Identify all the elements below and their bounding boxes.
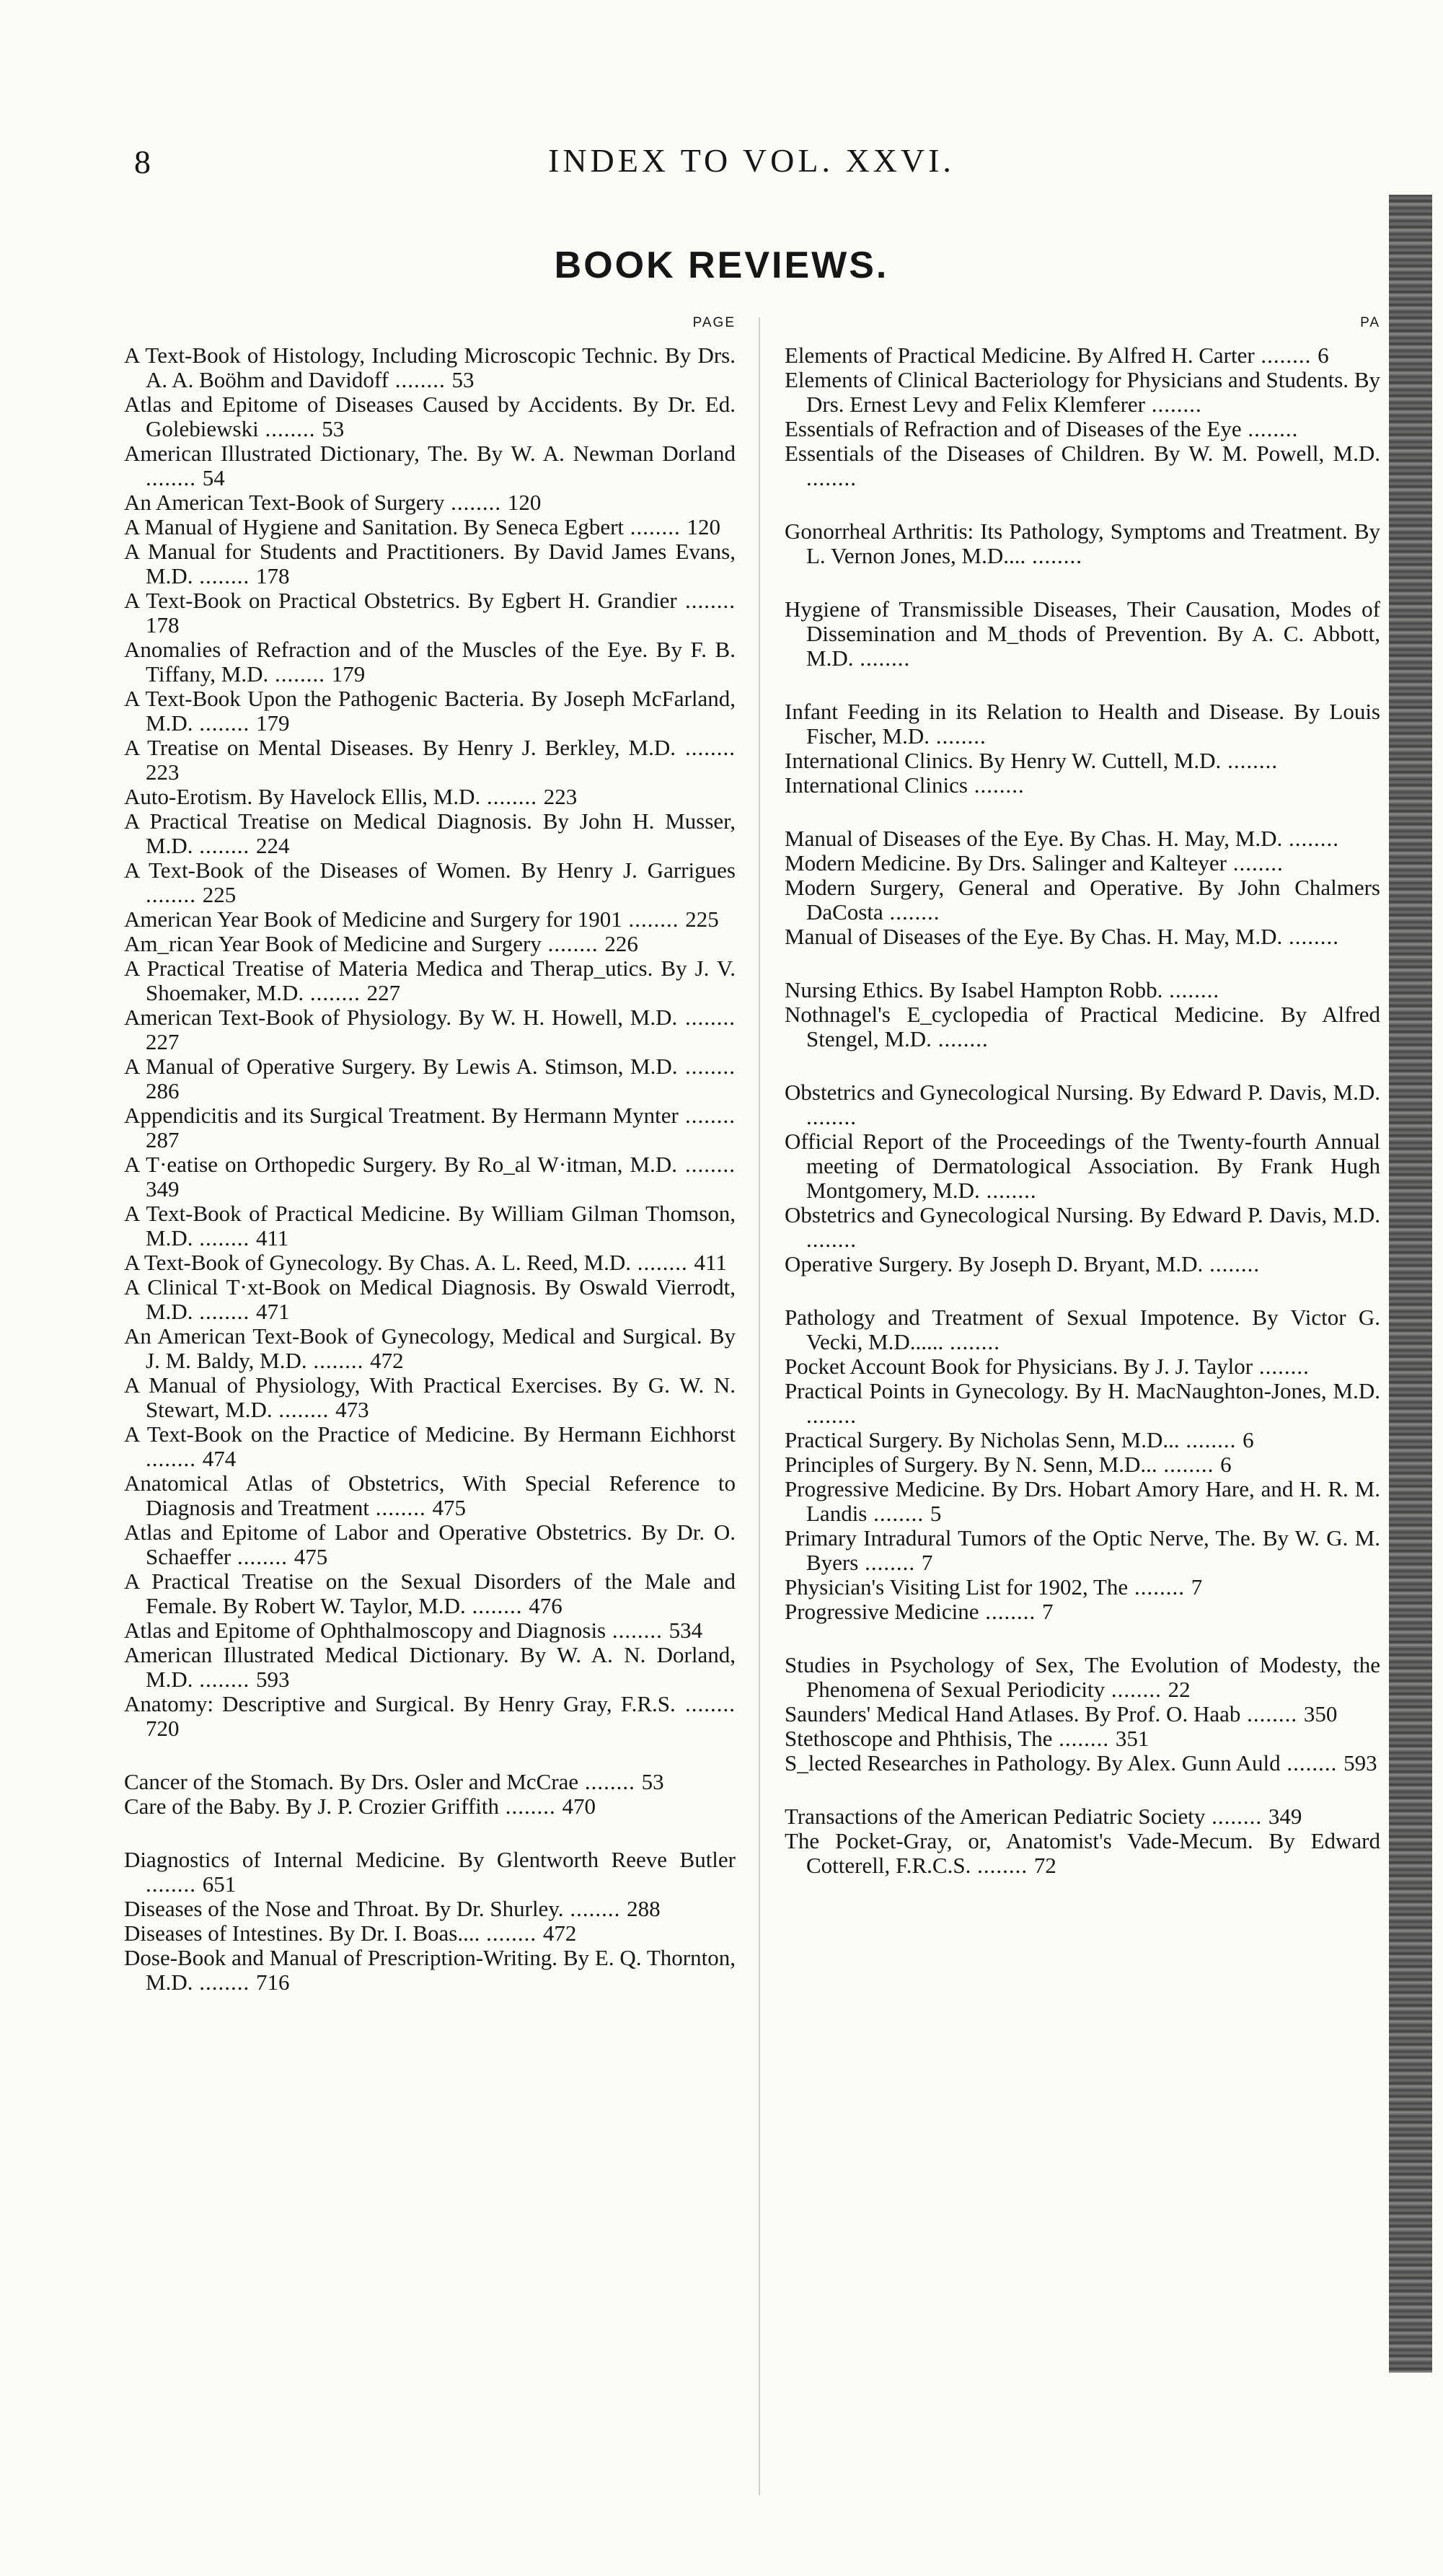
review-title: Operative Surgery. By Joseph D. Bryant, M.D. xyxy=(785,1251,1204,1276)
page-reference: 53 xyxy=(641,1769,664,1794)
review-entry xyxy=(124,1848,736,1897)
review-title: A Text-Book of Gynecology. By Chas. A. L. Reed, M.D. xyxy=(124,1250,632,1275)
letter-group-spacer xyxy=(785,490,1380,519)
review-entry xyxy=(124,1618,736,1643)
leader-dots: ........ xyxy=(193,1667,256,1692)
review-entry xyxy=(124,956,736,1005)
review-entry xyxy=(785,978,1380,1002)
review-title: Saunders' Medical Hand Atlases. By Prof. O. Haab xyxy=(785,1701,1241,1726)
review-title: Infant Feeding in its Relation to Health and Disease. By Louis Fischer, M.D. xyxy=(785,699,1380,749)
page-reference: 411 xyxy=(694,1250,727,1275)
review-entry xyxy=(785,597,1380,671)
review-entry xyxy=(785,826,1380,851)
review-entry xyxy=(785,1129,1380,1203)
review-entry xyxy=(124,1005,736,1054)
leader-dots: ........ xyxy=(388,367,452,392)
page-reference: 226 xyxy=(604,931,638,956)
review-title: Stethoscope and Phthisis, The xyxy=(785,1726,1053,1751)
leader-dots: ........ xyxy=(867,1501,930,1526)
review-title: Anomalies of Refraction and of the Muscles of the Eye. By F. B. Tiffany, M.D. xyxy=(124,637,736,687)
leader-dots: ........ xyxy=(624,514,687,539)
review-entry xyxy=(124,1422,736,1471)
page-reference: 225 xyxy=(202,882,237,907)
review-title: An American Text-Book of Surgery xyxy=(124,490,445,515)
page-reference: 72 xyxy=(1033,1853,1056,1878)
review-title: Dose-Book and Manual of Prescription-Writing. By E. Q. Thornton, M.D. xyxy=(124,1945,736,1995)
right-column xyxy=(785,309,1380,1878)
page-reference: 287 xyxy=(146,1127,180,1152)
leader-dots: ........ xyxy=(1025,543,1082,568)
review-entry xyxy=(124,1946,736,1995)
page-number: 8 xyxy=(134,144,151,180)
review-entry xyxy=(785,441,1380,490)
leader-dots: ........ xyxy=(853,645,911,671)
leader-dots: ........ xyxy=(675,735,736,760)
review-title: Essentials of Refraction and of Diseases of the Eye xyxy=(785,416,1242,441)
review-entry xyxy=(785,1452,1380,1477)
review-title: A Manual for Students and Practitioners. By David James Evans, M.D. xyxy=(124,539,736,588)
review-list-left xyxy=(124,343,736,1995)
letter-group-spacer xyxy=(785,568,1380,597)
leader-dots: ........ xyxy=(146,1871,203,1897)
leader-dots: ........ xyxy=(480,1920,543,1946)
leader-dots: ........ xyxy=(444,490,508,515)
review-entry xyxy=(785,1575,1380,1600)
review-title: Official Report of the Proceedings of the Twenty-fourth Annual meeting of Dermatological Association. By Frank Hugh Montgomery, M.D. xyxy=(785,1129,1380,1203)
leader-dots: ........ xyxy=(563,1896,627,1921)
leader-dots: ........ xyxy=(1052,1726,1116,1751)
page-reference: 22 xyxy=(1168,1677,1191,1702)
review-title: A Text-Book on the Practice of Medicine. By Hermann Eichhorst xyxy=(124,1421,736,1447)
review-title: A Practical Treatise on the Sexual Disorders of the Male and Female. By Robert W. Taylor, M.D. xyxy=(124,1569,736,1618)
review-title: American Illustrated Medical Dictionary. By W. A. N. Dorland, M.D. xyxy=(124,1642,736,1692)
review-entry xyxy=(124,1520,736,1569)
review-entry xyxy=(124,515,736,539)
left-column xyxy=(124,309,736,1995)
review-title: A Practical Treatise on Medical Diagnosis. By John H. Musser, M.D. xyxy=(124,808,736,858)
page-reference: 7 xyxy=(1191,1574,1203,1600)
review-title: Modern Surgery, General and Operative. By John Chalmers DaCosta xyxy=(785,875,1380,925)
review-title: American Text-Book of Physiology. By W. H. Howell, M.D. xyxy=(124,1005,678,1030)
leader-dots: ........ xyxy=(1253,1354,1310,1379)
review-entry xyxy=(785,1702,1380,1726)
review-title: Atlas and Epitome of Ophthalmoscopy and Diagnosis xyxy=(124,1618,606,1643)
review-title: Studies in Psychology of Sex, The Evolution of Modesty, the Phenomena of Sexual Periodicity xyxy=(785,1652,1380,1702)
leader-dots: ........ xyxy=(193,1225,256,1250)
page-reference: 178 xyxy=(255,563,290,588)
leader-dots: ........ xyxy=(480,784,544,809)
review-title: Diseases of the Nose and Throat. By Dr. Shurley. xyxy=(124,1896,564,1921)
review-title: A Text-Book Upon the Pathogenic Bacteria. By Joseph McFarland, M.D. xyxy=(124,686,736,736)
review-entry xyxy=(124,539,736,588)
leader-dots: ........ xyxy=(622,907,686,932)
review-title: A Text-Book on Practical Obstetrics. By Egbert H. Grandier xyxy=(124,588,677,613)
page-reference: 6 xyxy=(1318,343,1329,368)
review-entry xyxy=(124,907,736,932)
page-reference: 6 xyxy=(1220,1452,1232,1477)
review-title: Hygiene of Transmissible Diseases, Their Causation, Modes of Dissemination and M_thods of Prevention. By A. C. Abbott, M.D. xyxy=(785,596,1380,671)
leader-dots: ........ xyxy=(631,1250,694,1275)
review-title: Appendicitis and its Surgical Treatment. By Hermann Mynter xyxy=(124,1103,679,1128)
page-reference: 476 xyxy=(529,1593,562,1618)
page-reference: 54 xyxy=(202,465,225,490)
review-entry xyxy=(124,392,736,441)
review-entry xyxy=(785,1002,1380,1051)
page-reference: 120 xyxy=(507,490,542,515)
review-entry xyxy=(785,925,1380,949)
review-entry xyxy=(124,1250,736,1275)
review-entry xyxy=(785,1379,1380,1428)
review-entry xyxy=(785,1428,1380,1452)
review-entry xyxy=(124,343,736,392)
leader-dots: ........ xyxy=(193,833,256,858)
leader-dots: ........ xyxy=(1157,1452,1221,1477)
review-title: A Manual of Operative Surgery. By Lewis A. Stimson, M.D. xyxy=(124,1054,678,1079)
review-entry xyxy=(785,1726,1380,1751)
page-column-header: PAGE xyxy=(692,315,736,330)
binding-edge-shadow xyxy=(1389,195,1432,2373)
page-reference: 225 xyxy=(685,907,719,932)
review-entry xyxy=(124,1921,736,1946)
page-reference: 7 xyxy=(921,1550,933,1575)
page-reference: 474 xyxy=(202,1446,237,1471)
review-entry xyxy=(785,417,1380,441)
leader-dots: ........ xyxy=(971,1853,1034,1878)
leader-dots: ........ xyxy=(806,465,857,490)
review-title: Primary Intradural Tumors of the Optic Nerve, The. By W. G. M. Byers xyxy=(785,1525,1380,1575)
page-reference: 720 xyxy=(146,1716,180,1741)
review-entry xyxy=(124,441,736,490)
leader-dots: ........ xyxy=(1203,1251,1261,1276)
page-reference: 472 xyxy=(370,1348,404,1373)
leader-dots: ........ xyxy=(676,1152,736,1177)
review-title: Modern Medicine. By Drs. Salinger and Kalteyer xyxy=(785,850,1227,875)
page-reference: 593 xyxy=(1343,1750,1377,1776)
leader-dots: ........ xyxy=(1282,924,1339,949)
page-reference: 470 xyxy=(562,1794,596,1819)
page-reference: 411 xyxy=(255,1225,289,1250)
review-title: A Text-Book of Histology, Including Microscopic Technic. By Drs. A. A. Boöhm and Davidoff xyxy=(124,343,736,392)
review-entry xyxy=(124,490,736,515)
review-entry xyxy=(785,773,1380,798)
review-title: Pocket Account Book for Physicians. By J. J. Taylor xyxy=(785,1354,1253,1379)
review-title: American Year Book of Medicine and Surgery for 1901 xyxy=(124,907,622,932)
page-column-header-right: PA xyxy=(1360,315,1380,330)
page-reference: 349 xyxy=(146,1176,180,1201)
review-title: A Practical Treatise of Materia Medica and Therap_utics. By J. V. Shoemaker, M.D. xyxy=(124,956,736,1005)
review-title: Practical Points in Gynecology. By H. MacNaughton-Jones, M.D. xyxy=(785,1378,1380,1403)
review-entry xyxy=(785,1252,1380,1276)
review-entry xyxy=(124,638,736,687)
leader-dots: ........ xyxy=(193,1299,256,1324)
running-title: INDEX TO VOL. XXVI. xyxy=(548,142,955,179)
review-entry xyxy=(124,1569,736,1618)
section-title: BOOK REVIEWS. xyxy=(554,244,889,286)
review-entry xyxy=(785,519,1380,568)
leader-dots: ........ xyxy=(1254,343,1318,368)
review-title: International Clinics xyxy=(785,772,968,798)
letter-group-spacer xyxy=(124,1819,736,1848)
review-title: American Illustrated Dictionary, The. By W. A. Newman Dorland xyxy=(124,441,736,466)
page-reference: 7 xyxy=(1041,1599,1054,1624)
review-title: A T·eatise on Orthopedic Surgery. By Ro_al W·itman, M.D. xyxy=(124,1152,677,1177)
page-reference: 53 xyxy=(451,367,475,392)
review-entry xyxy=(124,785,736,809)
review-entry xyxy=(785,1804,1380,1829)
page-reference: 178 xyxy=(146,612,180,638)
leader-dots: ........ xyxy=(931,1026,989,1051)
letter-group-spacer xyxy=(785,1624,1380,1653)
review-title: Elements of Practical Medicine. By Alfred H. Carter xyxy=(785,343,1255,368)
review-title: Obstetrics and Gynecological Nursing. By Edward P. Davis, M.D. xyxy=(785,1202,1380,1227)
page-reference: 534 xyxy=(668,1618,703,1643)
letter-group-spacer xyxy=(124,1741,736,1770)
leader-dots: ........ xyxy=(806,1227,857,1252)
leader-dots: ........ xyxy=(499,1794,562,1819)
leader-dots: ........ xyxy=(465,1593,529,1618)
review-title: Physician's Visiting List for 1902, The xyxy=(785,1574,1129,1600)
page-reference: 349 xyxy=(1268,1804,1302,1829)
review-title: S_lected Researches in Pathology. By Alex. Gunn Auld xyxy=(785,1750,1281,1776)
leader-dots: ........ xyxy=(806,1104,857,1129)
page-reference: 224 xyxy=(255,833,290,858)
leader-dots: ........ xyxy=(943,1329,1001,1354)
review-title: Am_rican Year Book of Medicine and Surgery xyxy=(124,931,542,956)
page-reference: 351 xyxy=(1115,1726,1149,1751)
review-entry xyxy=(124,687,736,736)
review-title: Elements of Clinical Bacteriology for Physicians and Students. By Drs. Ernest Levy and Felix Klemferer xyxy=(785,367,1380,417)
review-title: Anatomy: Descriptive and Surgical. By Henry Gray, F.R.S. xyxy=(124,1691,676,1716)
review-entry xyxy=(124,1794,736,1819)
review-title: A Treatise on Mental Diseases. By Henry J. Berkley, M.D. xyxy=(124,735,676,760)
leader-dots: ........ xyxy=(193,563,256,588)
leader-dots: ........ xyxy=(979,1178,1037,1203)
leader-dots: ........ xyxy=(929,723,987,749)
leader-dots: ........ xyxy=(258,416,322,441)
leader-dots: ........ xyxy=(146,1446,203,1471)
review-entry xyxy=(124,1201,736,1250)
page-reference: 120 xyxy=(687,514,721,539)
page-reference: 350 xyxy=(1303,1701,1338,1726)
review-entry xyxy=(785,343,1380,368)
page-reference: 472 xyxy=(542,1920,577,1946)
letter-group-spacer xyxy=(785,1051,1380,1080)
leader-dots: ........ xyxy=(369,1495,433,1520)
column-divider xyxy=(759,317,760,2495)
page-reference: 5 xyxy=(930,1501,942,1526)
review-entry xyxy=(124,1770,736,1794)
leader-dots: ........ xyxy=(578,1769,642,1794)
review-entry xyxy=(124,1275,736,1324)
leader-dots: ........ xyxy=(193,710,256,736)
leader-dots: ........ xyxy=(146,882,203,907)
page-reference: 475 xyxy=(432,1495,466,1520)
page-reference: 716 xyxy=(255,1970,290,1995)
review-title: Nursing Ethics. By Isabel Hampton Robb. xyxy=(785,977,1163,1002)
review-entry xyxy=(785,1477,1380,1526)
review-entry xyxy=(785,851,1380,875)
review-title: Anatomical Atlas of Obstetrics, With Special Reference to Diagnosis and Treatment xyxy=(124,1470,736,1520)
review-entry xyxy=(785,875,1380,925)
page-reference: 6 xyxy=(1243,1427,1254,1452)
leader-dots: ........ xyxy=(979,1599,1042,1624)
page-reference: 179 xyxy=(255,710,290,736)
review-entry xyxy=(124,1692,736,1741)
leader-dots: ........ xyxy=(677,1054,736,1079)
review-title: Atlas and Epitome of Labor and Operative Obstetrics. By Dr. O. Schaeffer xyxy=(124,1519,736,1569)
leader-dots: ........ xyxy=(541,931,605,956)
letter-group-spacer xyxy=(785,949,1380,978)
review-entry xyxy=(124,1897,736,1921)
leader-dots: ........ xyxy=(678,1103,736,1128)
review-title: A Text-Book of Practical Medicine. By William Gilman Thomson, M.D. xyxy=(124,1201,736,1250)
leader-dots: ........ xyxy=(1221,748,1279,773)
leader-dots: ........ xyxy=(193,1970,256,1995)
page-reference: 286 xyxy=(146,1078,180,1103)
review-title: International Clinics. By Henry W. Cuttell, M.D. xyxy=(785,748,1222,773)
review-entry xyxy=(124,1103,736,1152)
leader-dots: ........ xyxy=(306,1348,371,1373)
review-entry xyxy=(124,1373,736,1422)
review-entry xyxy=(785,1829,1380,1878)
review-title: Cancer of the Stomach. By Drs. Osler and McCrae xyxy=(124,1769,579,1794)
page-reference: 288 xyxy=(627,1896,661,1921)
letter-group-spacer xyxy=(785,798,1380,826)
review-entry xyxy=(124,1324,736,1373)
letter-group-spacer xyxy=(785,1776,1380,1804)
page-reference: 227 xyxy=(366,980,401,1005)
review-title: Practical Surgery. By Nicholas Senn, M.D... xyxy=(785,1427,1180,1452)
page-reference: 651 xyxy=(202,1871,237,1897)
page-reference: 471 xyxy=(255,1299,290,1324)
review-title: A Clinical T·xt-Book on Medical Diagnosis. By Oswald Vierrodt, M.D. xyxy=(124,1274,736,1324)
review-entry xyxy=(785,1080,1380,1129)
review-entry xyxy=(124,1643,736,1692)
review-title: Gonorrheal Arthritis: Its Pathology, Symptoms and Treatment. By L. Vernon Jones, M.D.... xyxy=(785,519,1380,568)
leader-dots: ........ xyxy=(675,1691,736,1716)
page-reference: 473 xyxy=(335,1397,369,1422)
leader-dots: ........ xyxy=(858,1550,922,1575)
review-title: Principles of Surgery. By N. Senn, M.D... xyxy=(785,1452,1157,1477)
leader-dots: ........ xyxy=(1105,1677,1168,1702)
review-entry xyxy=(124,809,736,858)
leader-dots: ........ xyxy=(1241,416,1299,441)
leader-dots: ........ xyxy=(1128,1574,1191,1600)
review-entry xyxy=(124,1152,736,1201)
review-title: Diagnostics of Internal Medicine. By Glentworth Reeve Butler xyxy=(124,1847,736,1872)
review-title: Auto-Erotism. By Havelock Ellis, M.D. xyxy=(124,784,481,809)
review-entry xyxy=(785,368,1380,417)
review-title: Diseases of Intestines. By Dr. I. Boas.... xyxy=(124,1920,480,1946)
page-reference: 179 xyxy=(331,661,366,687)
review-entry xyxy=(785,1751,1380,1776)
review-entry xyxy=(124,932,736,956)
leader-dots: ........ xyxy=(1145,392,1202,417)
review-title: Essentials of the Diseases of Children. By W. M. Powell, M.D. xyxy=(785,441,1380,466)
leader-dots: ........ xyxy=(304,980,367,1005)
review-entry xyxy=(785,1305,1380,1354)
letter-group-spacer xyxy=(785,1276,1380,1305)
review-title: Atlas and Epitome of Diseases Caused by Accidents. By Dr. Ed. Golebiewski xyxy=(124,392,736,441)
review-entry xyxy=(785,1526,1380,1575)
review-entry xyxy=(124,858,736,907)
review-entry xyxy=(124,1471,736,1520)
review-title: The Pocket-Gray, or, Anatomist's Vade-Mecum. By Edward Cotterell, F.R.C.S. xyxy=(785,1828,1380,1878)
review-title: Obstetrics and Gynecological Nursing. By Edward P. Davis, M.D. xyxy=(785,1080,1380,1105)
review-title: Progressive Medicine. By Drs. Hobart Amory Hare, and H. R. M. Landis xyxy=(785,1476,1380,1526)
review-title: Progressive Medicine xyxy=(785,1599,979,1624)
page-reference: 593 xyxy=(255,1667,290,1692)
review-title: Transactions of the American Pediatric Society xyxy=(785,1804,1206,1829)
review-title: Manual of Diseases of the Eye. By Chas. H. May, M.D. xyxy=(785,924,1283,949)
review-title: A Manual of Physiology, With Practical Exercises. By G. W. N. Stewart, M.D. xyxy=(124,1372,736,1422)
page-reference: 53 xyxy=(322,416,345,441)
leader-dots: ........ xyxy=(268,661,332,687)
page-reference: 227 xyxy=(146,1029,180,1054)
leader-dots: ........ xyxy=(1280,1750,1344,1776)
leader-dots: ........ xyxy=(883,899,940,925)
review-entry xyxy=(124,736,736,785)
leader-dots: ........ xyxy=(967,772,1025,798)
leader-dots: ........ xyxy=(231,1544,294,1569)
leader-dots: ........ xyxy=(1282,826,1339,851)
review-title: A Text-Book of the Diseases of Women. By Henry J. Garrigues xyxy=(124,857,736,883)
page-reference: 223 xyxy=(146,759,180,785)
leader-dots: ........ xyxy=(272,1397,336,1422)
review-title: Manual of Diseases of the Eye. By Chas. H. May, M.D. xyxy=(785,826,1283,851)
leader-dots: ........ xyxy=(606,1618,669,1643)
review-title: Nothnagel's E_cyclopedia of Practical Medicine. By Alfred Stengel, M.D. xyxy=(785,1002,1380,1051)
leader-dots: ........ xyxy=(677,1005,736,1030)
review-entry xyxy=(124,1054,736,1103)
review-title: Pathology and Treatment of Sexual Impotence. By Victor G. Vecki, M.D...... xyxy=(785,1305,1380,1354)
leader-dots: ........ xyxy=(1226,850,1284,875)
leader-dots: ........ xyxy=(1205,1804,1268,1829)
leader-dots: ........ xyxy=(676,588,736,613)
page-reference: 223 xyxy=(543,784,578,809)
review-title: A Manual of Hygiene and Sanitation. By Seneca Egbert xyxy=(124,514,625,539)
review-list-right xyxy=(785,343,1380,1878)
review-entry xyxy=(785,1354,1380,1379)
review-title: Care of the Baby. By J. P. Crozier Griffith xyxy=(124,1794,500,1819)
review-entry xyxy=(785,1203,1380,1252)
leader-dots: ........ xyxy=(1162,977,1220,1002)
leader-dots: ........ xyxy=(146,465,203,490)
review-entry xyxy=(785,1653,1380,1702)
review-entry xyxy=(785,700,1380,749)
review-entry xyxy=(785,1600,1380,1624)
leader-dots: ........ xyxy=(1179,1427,1243,1452)
letter-group-spacer xyxy=(785,671,1380,700)
review-entry xyxy=(785,749,1380,773)
review-title: An American Text-Book of Gynecology, Medical and Surgical. By J. M. Baldy, M.D. xyxy=(124,1323,736,1373)
page-reference: 475 xyxy=(294,1544,328,1569)
review-entry xyxy=(124,588,736,638)
leader-dots: ........ xyxy=(806,1403,857,1428)
leader-dots: ........ xyxy=(1240,1701,1304,1726)
